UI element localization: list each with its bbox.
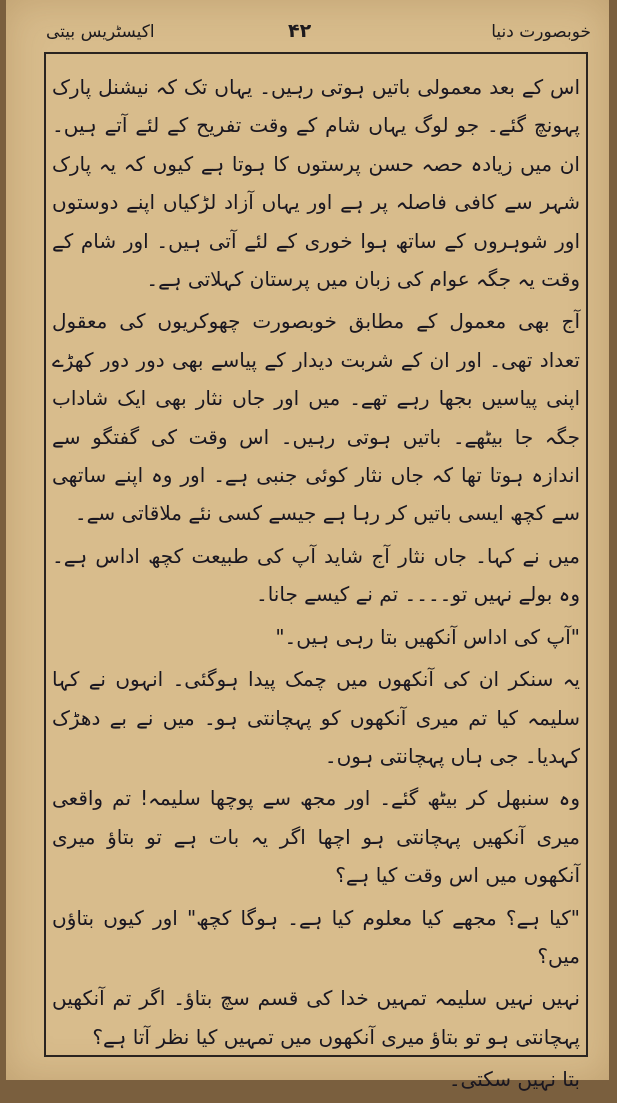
paragraph: "کیا ہے؟ مجھے کیا معلوم کیا ہے۔ ہوگا کچھ" اور کیوں بتاؤں میں؟ [52,905,580,968]
page-number: ۴۲ [288,20,312,42]
body-text [52,68,580,1103]
paragraph: یہ سنکر ان کی آنکھوں میں چمک پیدا ہوگئی۔ انہوں نے کہا سلیمہ کیا تم میری آنکھوں کو پہچانتی ہو۔ میں نے بے دھڑک کہدیا۔ جی ہاں پہچانتی ہوں۔ [52,667,580,768]
paragraph: بتا نہیں سکتی۔ [448,1067,580,1092]
text-frame [44,52,588,1092]
running-head-left: اکیسٹریس بیتی [46,22,155,42]
page-header [6,0,609,48]
book-page [6,0,609,1092]
paragraph: وہ سنبھل کر بیٹھ گئے۔ اور مجھ سے پوچھا سلیمہ! تم واقعی میری آنکھیں پہچانتی ہو اچھا اگر یہ بات ہے تو بتاؤ میری آنکھوں میں اس وقت کیا ہے؟ [52,786,580,888]
paragraph: "آپ کی اداس آنکھیں بتا رہی ہیں۔" [275,624,580,649]
paragraph: آج بھی معمول کے مطابق خوبصورت چھوکریوں کی معقول تعداد تھی۔ اور ان کے شربت دیدار کے پیاسے بھی دور دور کھڑے اپنی پیاسیں بجھا رہے تھے۔ میں اور جاں نثار بھی ایک شاداب جگہ جا بیٹھے۔ باتیں ہوتی رہیں۔ اس وقت کی گفتگو سے اندازہ ہوتا تھا کہ جاں نثار کوئی جنبی ہے۔ اور وہ اپنے ساتھی سے کچھ ایسی باتیں کر رہا ہے جیسے کسی نئے ملاقاتی سے۔ [52,309,580,526]
paragraph: نہیں نہیں سلیمہ تمہیں خدا کی قسم سچ بتاؤ۔ اگر تم آنکھیں پہچانتی ہو تو بتاؤ میری آنکھوں میں تمہیں کیا نظر آتا ہے؟ [52,986,580,1049]
running-head-right: خوبصورت دنیا [491,22,591,42]
paragraph: میں نے کہا۔ جاں نثار آج شاید آپ کی طبیعت کچھ اداس ہے۔ وہ بولے نہیں تو۔۔۔۔ تم نے کیسے جانا۔ [52,543,580,607]
paragraph: اس کے بعد معمولی باتیں ہوتی رہیں۔ یہاں تک کہ نیشنل پارک پہونچ گئے۔ جو لوگ یہاں شام کے وقت تفریح کے لئے آتے ہیں۔ ان میں زیادہ حصہ حسن پرستوں کا ہوتا ہے کیوں کہ یہ پارک شہر سے کافی فاصلہ پر ہے اور یہاں آزاد لڑکیاں اپنے دوستوں اور شوہروں کے ساتھ ہوا خوری کے لئے آتی ہیں۔ اور شام کے وقت یہ جگہ عوام کی زبان میں پرستان کہلاتی ہے۔ [52,75,580,292]
